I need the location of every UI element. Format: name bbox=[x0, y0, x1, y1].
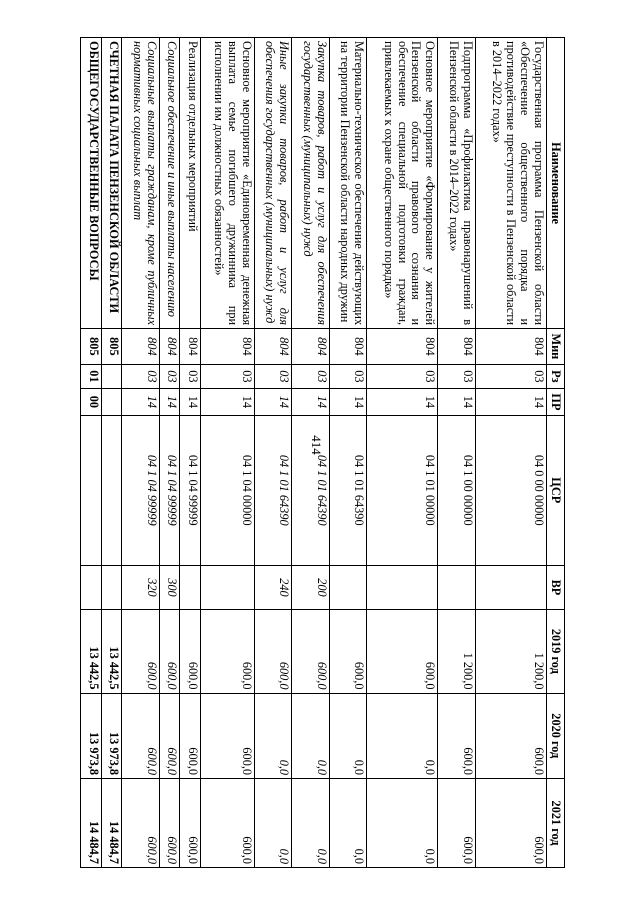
rz-cell: 03 bbox=[122, 364, 159, 388]
csr-cell: 04 1 04 99999 bbox=[159, 415, 180, 565]
y2020-cell: 0,0 bbox=[292, 693, 329, 779]
name-cell: Материально-техническое обеспечение действующих на территории Пензенской области народных дружин bbox=[329, 38, 366, 329]
y2020-cell: 600,0 bbox=[159, 693, 180, 779]
y2019-cell: 600,0 bbox=[254, 610, 291, 693]
min-cell: 805 bbox=[101, 329, 122, 365]
table-row bbox=[329, 38, 366, 868]
y2019-cell: 600,0 bbox=[159, 610, 180, 693]
csr-cell: 04 1 04 00000 bbox=[200, 415, 254, 565]
vr-cell bbox=[81, 565, 102, 609]
table-row bbox=[438, 38, 475, 868]
pr-cell bbox=[101, 389, 122, 416]
y2020-cell: 600,0 bbox=[438, 693, 475, 779]
y2021-cell: 14 484,7 bbox=[101, 779, 122, 868]
min-cell: 804 bbox=[180, 329, 201, 365]
y2021-cell: 0,0 bbox=[329, 779, 366, 868]
pr-cell: 00 bbox=[81, 389, 102, 416]
name-cell: Основное мероприятие «Единовременная денежная выплата семье погибшего дружинника при исполнении им должностных обязанностей» bbox=[200, 38, 254, 329]
table-row bbox=[101, 38, 122, 868]
csr-cell: 04 1 00 00000 bbox=[438, 415, 475, 565]
y2021-cell: 600,0 bbox=[475, 779, 546, 868]
y2021-cell: 0,0 bbox=[254, 779, 291, 868]
rz-cell: 03 bbox=[367, 364, 438, 388]
vr-cell bbox=[200, 565, 254, 609]
csr-cell: 04 0 00 00000 bbox=[475, 415, 546, 565]
csr-cell: 04 1 04 99999 bbox=[122, 415, 159, 565]
pr-cell: 14 bbox=[180, 389, 201, 416]
pr-cell: 14 bbox=[159, 389, 180, 416]
min-cell: 804 bbox=[200, 329, 254, 365]
y2019-cell: 600,0 bbox=[200, 610, 254, 693]
y2021-cell: 600,0 bbox=[200, 779, 254, 868]
y2020-cell: 0,0 bbox=[367, 693, 438, 779]
col-header: 2020 год bbox=[547, 693, 565, 779]
min-cell: 804 bbox=[367, 329, 438, 365]
name-cell: СЧЕТНАЯ ПАЛАТА ПЕНЗЕНСКОЙ ОБЛАСТИ bbox=[101, 38, 122, 329]
y2021-cell: 600,0 bbox=[122, 779, 159, 868]
y2021-cell: 0,0 bbox=[367, 779, 438, 868]
csr-cell bbox=[81, 415, 102, 565]
csr-cell: 04 1 04 99999 bbox=[180, 415, 201, 565]
vr-cell bbox=[438, 565, 475, 609]
col-header: 2021 год bbox=[547, 779, 565, 868]
min-cell: 804 bbox=[122, 329, 159, 365]
y2019-cell: 600,0 bbox=[122, 610, 159, 693]
name-cell: Иные закупки товаров, работ и услуг для обеспечения государственных (муниципальных) нужд bbox=[254, 38, 291, 329]
min-cell: 804 bbox=[475, 329, 546, 365]
min-cell: 804 bbox=[254, 329, 291, 365]
rz-cell: 03 bbox=[180, 364, 201, 388]
col-header: Рз bbox=[547, 364, 565, 388]
y2019-cell: 1 200,0 bbox=[438, 610, 475, 693]
name-cell: ОБЩЕГОСУДАРСТВЕННЫЕ ВОПРОСЫ bbox=[81, 38, 102, 329]
vr-cell: 240 bbox=[254, 565, 291, 609]
csr-cell: 04 1 01 64390 bbox=[292, 415, 329, 565]
rz-cell: 01 bbox=[81, 364, 102, 388]
y2019-cell: 1 200,0 bbox=[475, 610, 546, 693]
y2019-cell: 600,0 bbox=[367, 610, 438, 693]
y2020-cell: 0,0 bbox=[329, 693, 366, 779]
y2021-cell: 600,0 bbox=[180, 779, 201, 868]
vr-cell: 320 bbox=[122, 565, 159, 609]
name-cell: Основное мероприятие «Формирование у жителей Пензенской области правового сознания и обеспечение специальной подготовки граждан, привлекаемых к охране общественного порядка» bbox=[367, 38, 438, 329]
csr-cell: 04 1 01 64390 bbox=[254, 415, 291, 565]
table-row bbox=[200, 38, 254, 868]
table-header-row bbox=[547, 38, 565, 868]
vr-cell bbox=[329, 565, 366, 609]
y2021-cell: 600,0 bbox=[159, 779, 180, 868]
table-row bbox=[180, 38, 201, 868]
pr-cell: 14 bbox=[367, 389, 438, 416]
rz-cell: 03 bbox=[254, 364, 291, 388]
table-row bbox=[254, 38, 291, 868]
min-cell: 805 bbox=[81, 329, 102, 365]
name-cell: Государственная программа Пензенской области «Обеспечение общественного порядка и противодействие преступности в Пензенской области в 2014–2022 годах» bbox=[475, 38, 546, 329]
rotated-table-container bbox=[80, 37, 565, 868]
rz-cell: 03 bbox=[292, 364, 329, 388]
y2019-cell: 600,0 bbox=[292, 610, 329, 693]
y2020-cell: 13 973,8 bbox=[81, 693, 102, 779]
col-header: ВР bbox=[547, 565, 565, 609]
col-header: Наименование bbox=[547, 38, 565, 329]
min-cell: 804 bbox=[159, 329, 180, 365]
name-cell: Закупка товаров, работ и услуг для обеспечения государственных (муниципальных) нужд bbox=[292, 38, 329, 329]
table-row bbox=[367, 38, 438, 868]
rz-cell bbox=[101, 364, 122, 388]
table-row bbox=[475, 38, 546, 868]
y2020-cell: 600,0 bbox=[200, 693, 254, 779]
budget-table bbox=[80, 37, 565, 868]
pr-cell: 14 bbox=[475, 389, 546, 416]
y2019-cell: 13 442,5 bbox=[101, 610, 122, 693]
min-cell: 804 bbox=[438, 329, 475, 365]
table-body bbox=[81, 38, 547, 868]
col-header: ЦСР bbox=[547, 415, 565, 565]
pr-cell: 14 bbox=[254, 389, 291, 416]
col-header: ПР bbox=[547, 389, 565, 416]
pr-cell: 14 bbox=[438, 389, 475, 416]
vr-cell bbox=[367, 565, 438, 609]
y2021-cell: 600,0 bbox=[438, 779, 475, 868]
y2020-cell: 0,0 bbox=[254, 693, 291, 779]
pr-cell: 14 bbox=[292, 389, 329, 416]
csr-cell bbox=[101, 415, 122, 565]
y2021-cell: 14 484,7 bbox=[81, 779, 102, 868]
y2019-cell: 600,0 bbox=[180, 610, 201, 693]
name-cell: Социальное обеспечение и иные выплаты населению bbox=[159, 38, 180, 329]
rz-cell: 03 bbox=[329, 364, 366, 388]
rz-cell: 03 bbox=[159, 364, 180, 388]
name-cell: Социальные выплаты гражданам, кроме публичных нормативных социальных выплат bbox=[122, 38, 159, 329]
y2020-cell: 600,0 bbox=[475, 693, 546, 779]
csr-cell: 04 1 01 00000 bbox=[367, 415, 438, 565]
y2020-cell: 600,0 bbox=[122, 693, 159, 779]
col-header: 2019 год bbox=[547, 610, 565, 693]
y2020-cell: 13 973,8 bbox=[101, 693, 122, 779]
vr-cell: 300 bbox=[159, 565, 180, 609]
name-cell: Реализация отдельных мероприятий bbox=[180, 38, 201, 329]
table-row bbox=[81, 38, 102, 868]
min-cell: 804 bbox=[292, 329, 329, 365]
col-header: Мин bbox=[547, 329, 565, 365]
y2019-cell: 600,0 bbox=[329, 610, 366, 693]
page-number: 414 bbox=[309, 435, 324, 455]
vr-cell: 200 bbox=[292, 565, 329, 609]
csr-cell: 04 1 01 64390 bbox=[329, 415, 366, 565]
table-row bbox=[159, 38, 180, 868]
table-row bbox=[122, 38, 159, 868]
y2021-cell: 0,0 bbox=[292, 779, 329, 868]
min-cell: 804 bbox=[329, 329, 366, 365]
vr-cell bbox=[475, 565, 546, 609]
y2020-cell: 600,0 bbox=[180, 693, 201, 779]
rz-cell: 03 bbox=[200, 364, 254, 388]
pr-cell: 14 bbox=[200, 389, 254, 416]
rz-cell: 03 bbox=[475, 364, 546, 388]
name-cell: Подпрограмма «Профилактика правонарушений в Пензенской области в 2014–2022 годах» bbox=[438, 38, 475, 329]
vr-cell bbox=[101, 565, 122, 609]
pr-cell: 14 bbox=[329, 389, 366, 416]
rz-cell: 03 bbox=[438, 364, 475, 388]
y2019-cell: 13 442,5 bbox=[81, 610, 102, 693]
vr-cell bbox=[180, 565, 201, 609]
table-row bbox=[292, 38, 329, 868]
pr-cell: 14 bbox=[122, 389, 159, 416]
